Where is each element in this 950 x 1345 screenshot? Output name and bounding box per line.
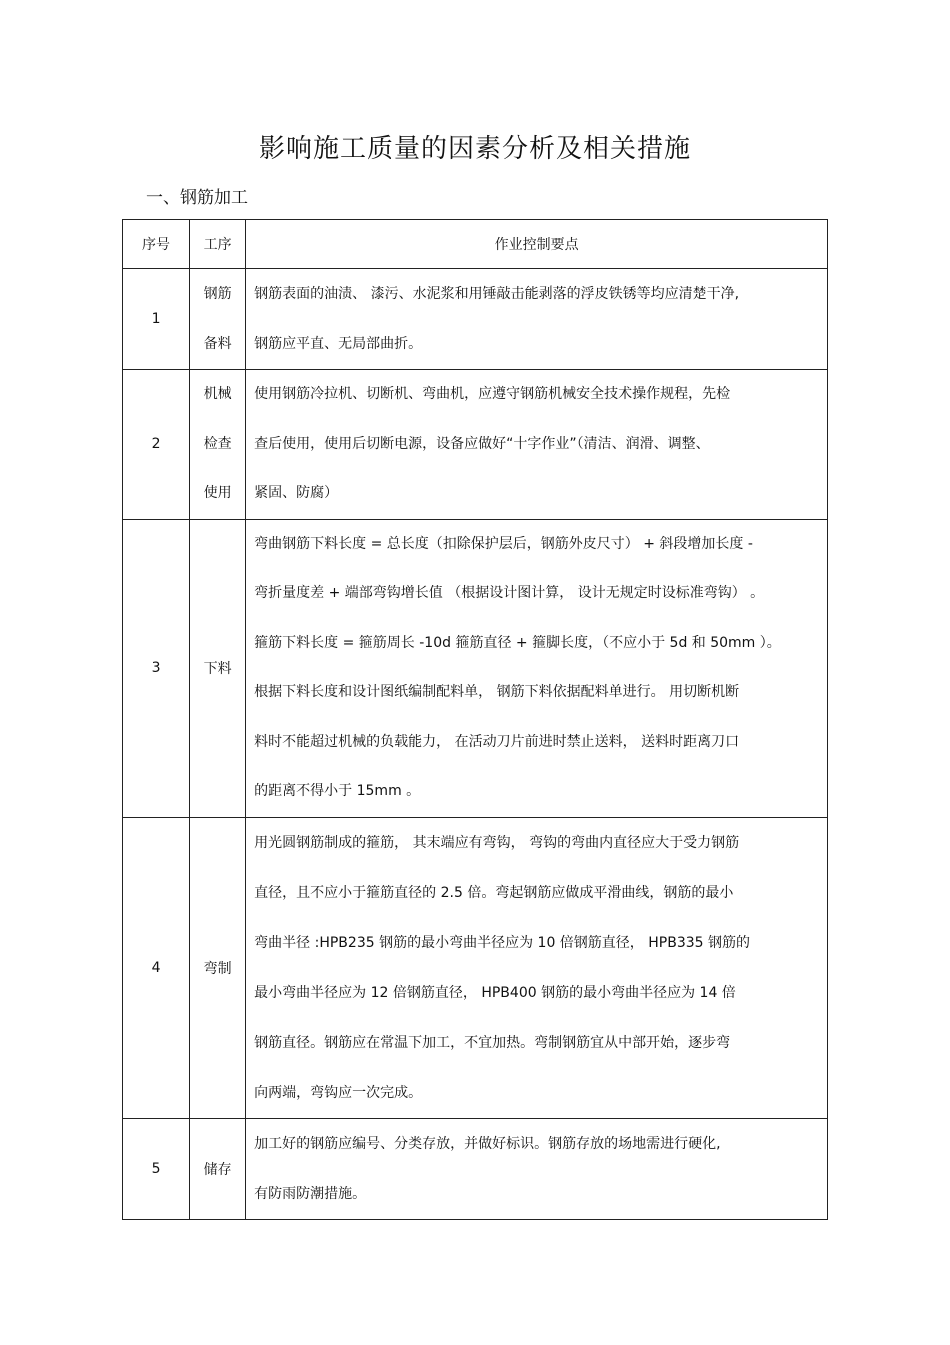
content-line: 用光圆钢筋制成的箍筋， 其末端应有弯钩， 弯钩的弯曲内直径应大于受力钢筋	[254, 834, 740, 851]
content-line: 加工好的钢筋应编号、分类存放，并做好标识。钢筋存放的场地需进行硬化,	[254, 1135, 721, 1152]
content-line: 料时不能超过机械的负载能力， 在活动刀片前进时禁止送料， 送料时距离刀口	[254, 733, 740, 750]
content-line: 弯曲半径 :HPB235 钢筋的最小弯曲半径应为 10 倍钢筋直径， HPB335 钢筋的	[254, 934, 750, 951]
step-line: 检查	[203, 435, 232, 452]
header-control-points: 作业控制要点	[246, 220, 828, 269]
content-line: 弯曲钢筋下料长度 = 总长度（扣除保护层后，钢筋外皮尺寸） + 斜段增加长度 -	[254, 535, 753, 552]
content-line: 查后使用，使用后切断电源，设备应做好“十字作业”（清洁、润滑、调整、	[254, 435, 710, 452]
row-step	[190, 269, 246, 370]
step-line: 钢筋	[203, 286, 232, 302]
table-row	[123, 269, 828, 370]
table-row	[123, 519, 828, 817]
table-row	[123, 817, 828, 1118]
header-step: 工序	[190, 220, 246, 269]
row-content	[246, 817, 828, 1118]
control-points-table	[122, 219, 828, 1220]
content-line: 有防雨防潮措施。	[254, 1185, 367, 1202]
section-heading: 一、钢筋加工	[146, 188, 248, 208]
content-line: 紧固、防腐）	[254, 485, 339, 501]
content-line: 的距离不得小于 15mm 。	[254, 783, 421, 799]
row-step	[190, 370, 246, 520]
table-row	[123, 370, 828, 520]
step-line: 机械	[203, 386, 232, 402]
content-line: 最小弯曲半径应为 12 倍钢筋直径， HPB400 钢筋的最小弯曲半径应为 14 倍	[254, 984, 736, 1001]
step-line: 使用	[203, 485, 232, 501]
table-header-row	[123, 220, 828, 269]
row-no: 4	[123, 817, 190, 1118]
row-step: 弯制	[190, 817, 246, 1118]
content-line: 使用钢筋冷拉机、切断机、弯曲机，应遵守钢筋机械安全技术操作规程，先检	[254, 386, 731, 402]
step-line: 备料	[203, 336, 232, 352]
content-line: 钢筋表面的油渍、 漆污、水泥浆和用锤敲击能剥落的浮皮铁锈等均应清楚干净,	[254, 286, 740, 302]
page-title: 影响施工质量的因素分析及相关措施	[258, 134, 691, 164]
content-line: 根据下料长度和设计图纸编制配料单， 钢筋下料依据配料单进行。 用切断机断	[254, 684, 740, 700]
row-content	[246, 269, 828, 370]
content-line: 直径，且不应小于箍筋直径的 2.5 倍。弯起钢筋应做成平滑曲线，钢筋的最小	[254, 884, 734, 901]
content-line: 弯折量度差 + 端部弯钩增长值 （根据设计图计算， 设计无规定时设标准弯钩） 。	[254, 585, 765, 601]
row-no: 5	[123, 1118, 190, 1219]
row-step: 储存	[190, 1118, 246, 1219]
table-row	[123, 1118, 828, 1219]
row-content	[246, 1118, 828, 1219]
row-no: 2	[123, 370, 190, 520]
row-no: 3	[123, 519, 190, 817]
row-content	[246, 370, 828, 520]
header-no: 序号	[123, 220, 190, 269]
content-line: 箍筋下料长度 = 箍筋周长 -10d 箍筋直径 + 箍脚长度，（不应小于 5d 和 50mm ）。	[254, 634, 781, 651]
row-content	[246, 519, 828, 817]
row-no: 1	[123, 269, 190, 370]
row-step: 下料	[190, 519, 246, 817]
content-line: 钢筋应平直、无局部曲折。	[254, 336, 423, 352]
content-line: 向两端，弯钩应一次完成。	[254, 1084, 423, 1101]
content-line: 钢筋直径。钢筋应在常温下加工，不宜加热。弯制钢筋宜从中部开始，逐步弯	[254, 1034, 731, 1051]
